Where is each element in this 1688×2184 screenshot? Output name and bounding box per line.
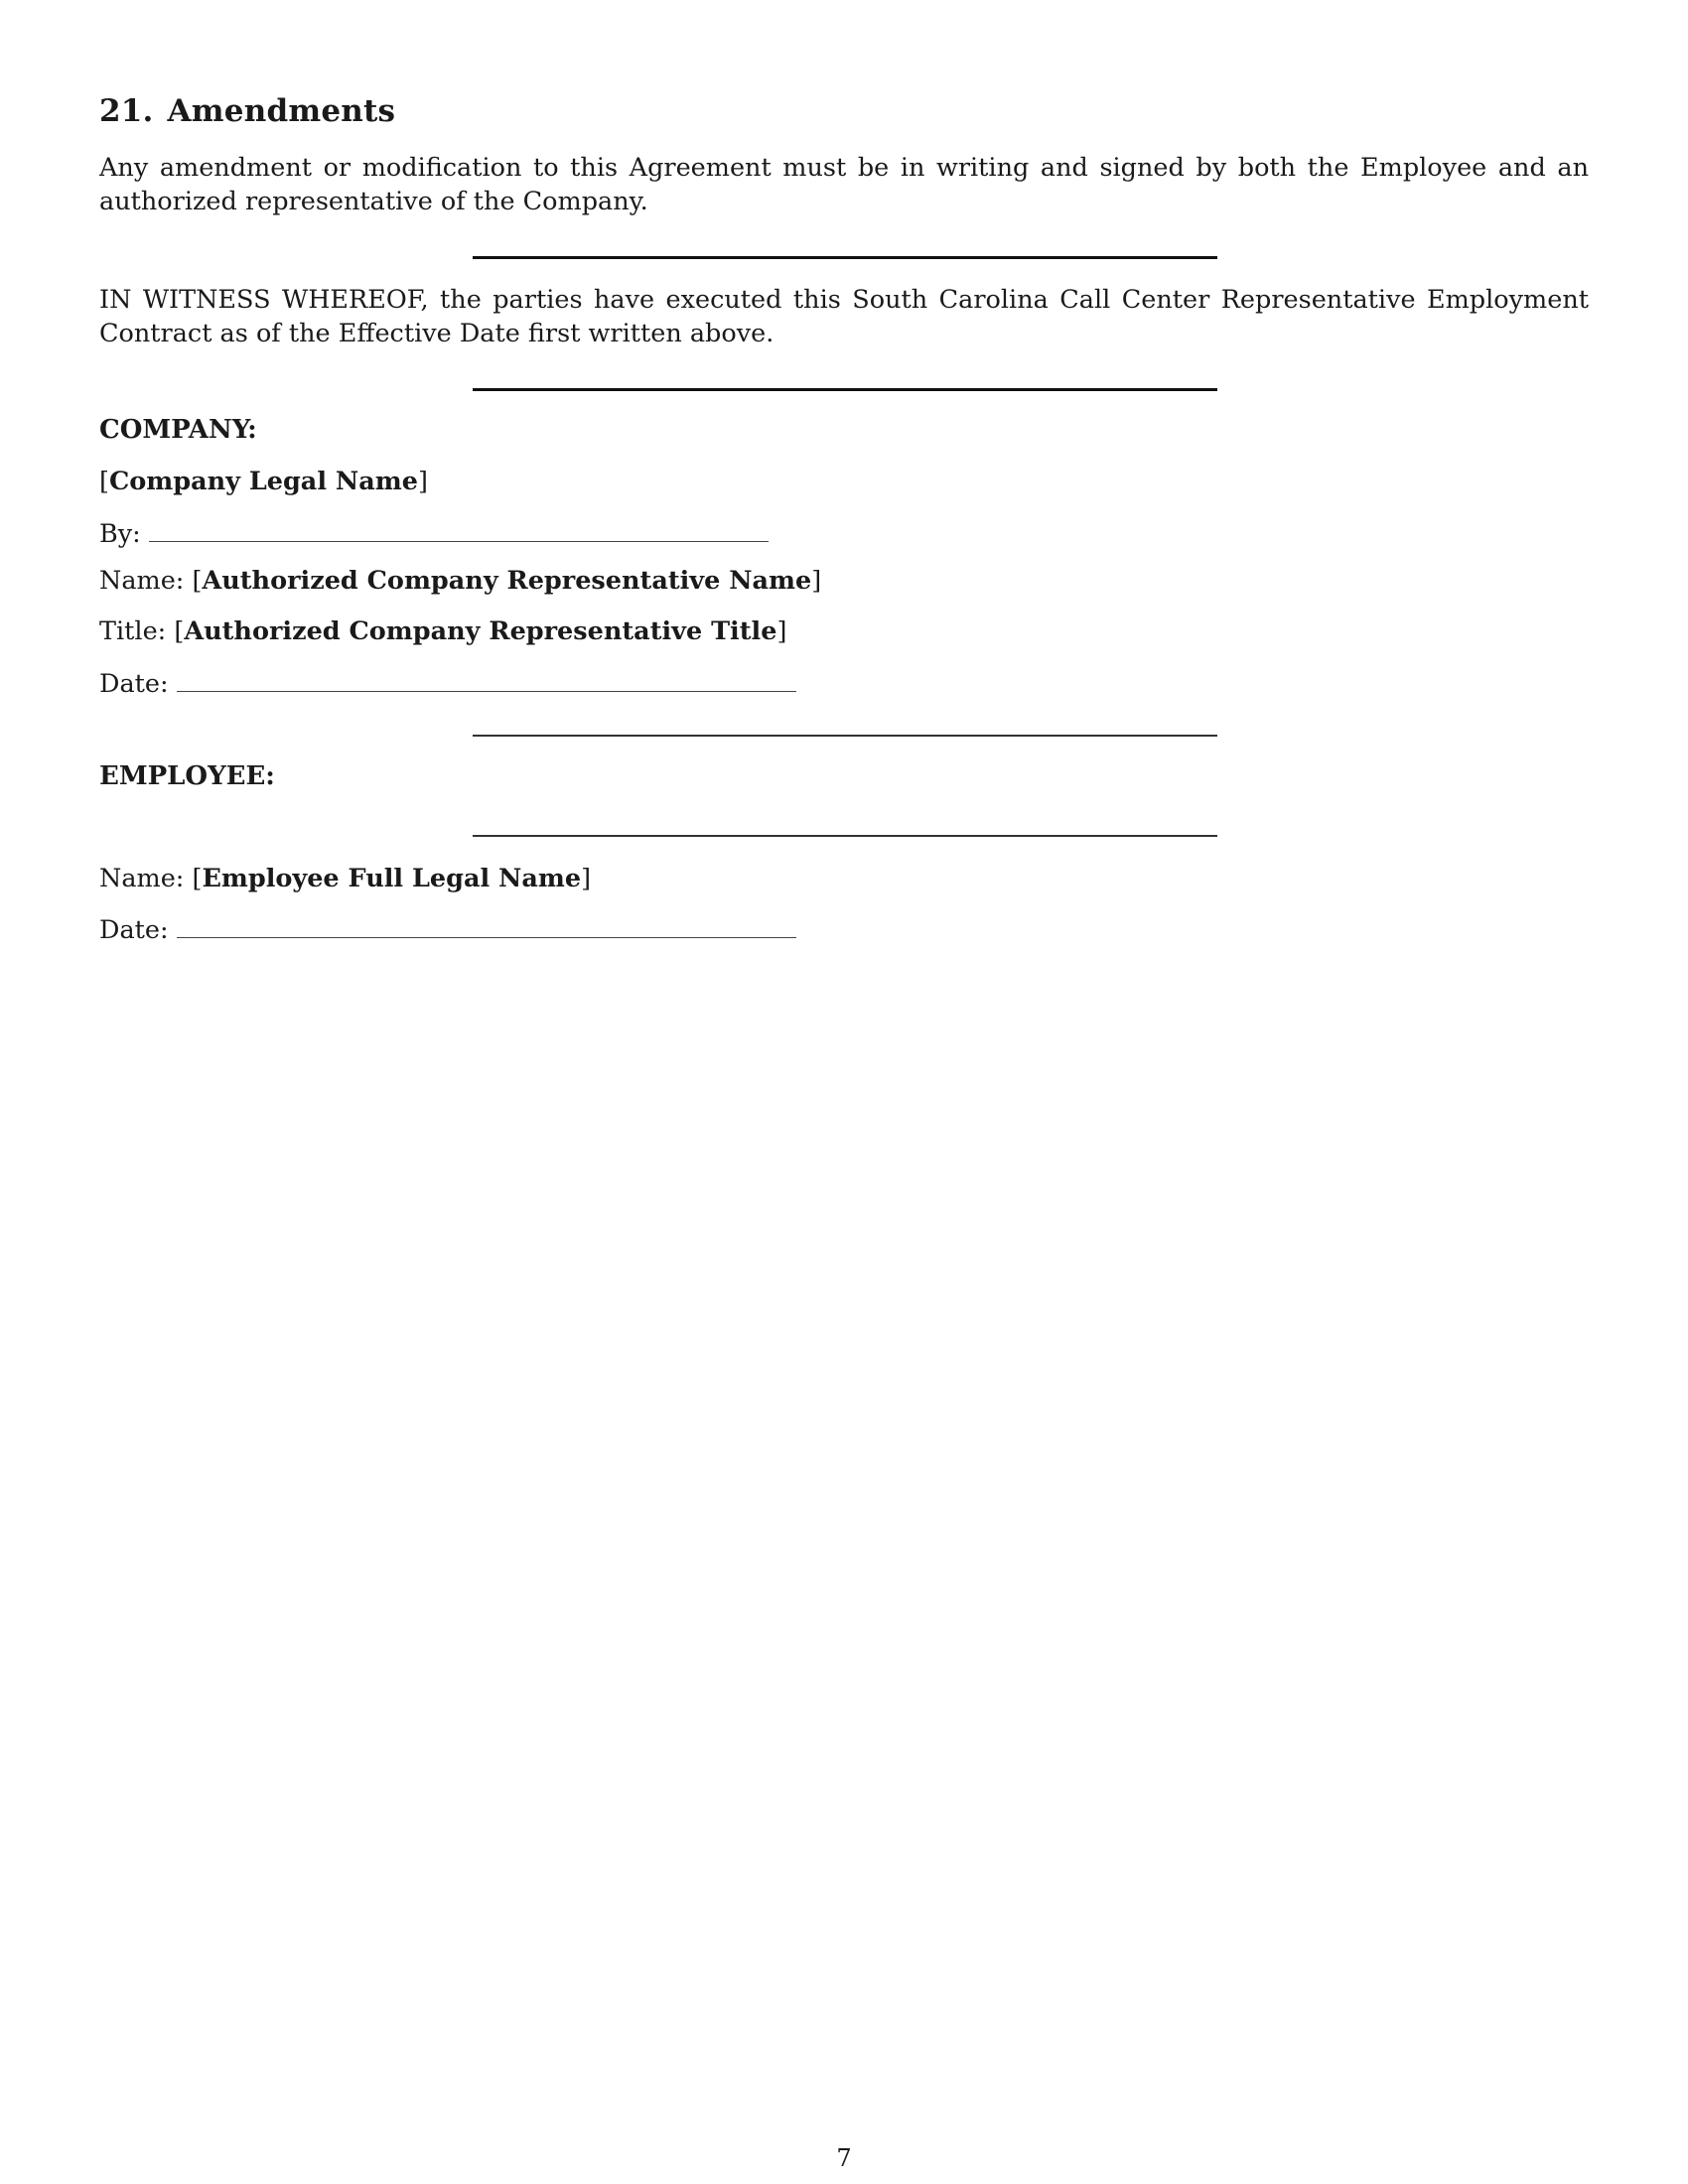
title-label: Title: xyxy=(99,616,167,646)
witness-paragraph: IN WITNESS WHEREOF, the parties have executed this South Carolina Call Center Representative Employment Contract as of the Effective Date first written above. xyxy=(99,285,1589,348)
divider-rule xyxy=(473,735,1217,737)
company-rep-name-placeholder: Authorized Company Representative Name xyxy=(202,566,812,596)
employee-label: EMPLOYEE: xyxy=(99,761,275,791)
date-label: Date: xyxy=(99,669,169,699)
employee-signature-rule[interactable] xyxy=(473,835,1217,837)
employee-name-line: Name: [Employee Full Legal Name] xyxy=(99,864,592,893)
name-label: Name: xyxy=(99,864,185,893)
company-legal-name: [Company Legal Name] xyxy=(99,467,428,496)
by-label: By: xyxy=(99,519,141,549)
section-title: Amendments xyxy=(167,93,396,129)
employee-date-field[interactable] xyxy=(177,911,796,938)
company-rep-title-placeholder: Authorized Company Representative Title xyxy=(184,616,777,646)
section-heading xyxy=(99,93,395,129)
amendments-paragraph: Any amendment or modification to this Agreement must be in writing and signed by both the Employee and an authorized representative of the Company. xyxy=(99,153,1589,216)
name-label: Name: xyxy=(99,566,185,596)
employee-date-line xyxy=(99,911,796,947)
company-legal-name-placeholder: Company Legal Name xyxy=(108,467,418,496)
employee-name-placeholder: Employee Full Legal Name xyxy=(202,864,582,893)
company-signature-line xyxy=(99,515,769,551)
section-number: 21. xyxy=(99,93,154,129)
page-number: 7 xyxy=(836,2144,852,2172)
company-signature-field[interactable] xyxy=(149,515,769,542)
company-rep-name-line: Name: [Authorized Company Representative Name] xyxy=(99,566,822,596)
company-date-field[interactable] xyxy=(177,665,796,692)
date-label: Date: xyxy=(99,915,169,945)
company-date-line xyxy=(99,665,796,701)
divider-rule xyxy=(473,256,1217,259)
company-rep-title-line: Title: [Authorized Company Representative Title] xyxy=(99,616,787,646)
divider-rule xyxy=(473,388,1217,391)
company-label: COMPANY: xyxy=(99,415,257,445)
